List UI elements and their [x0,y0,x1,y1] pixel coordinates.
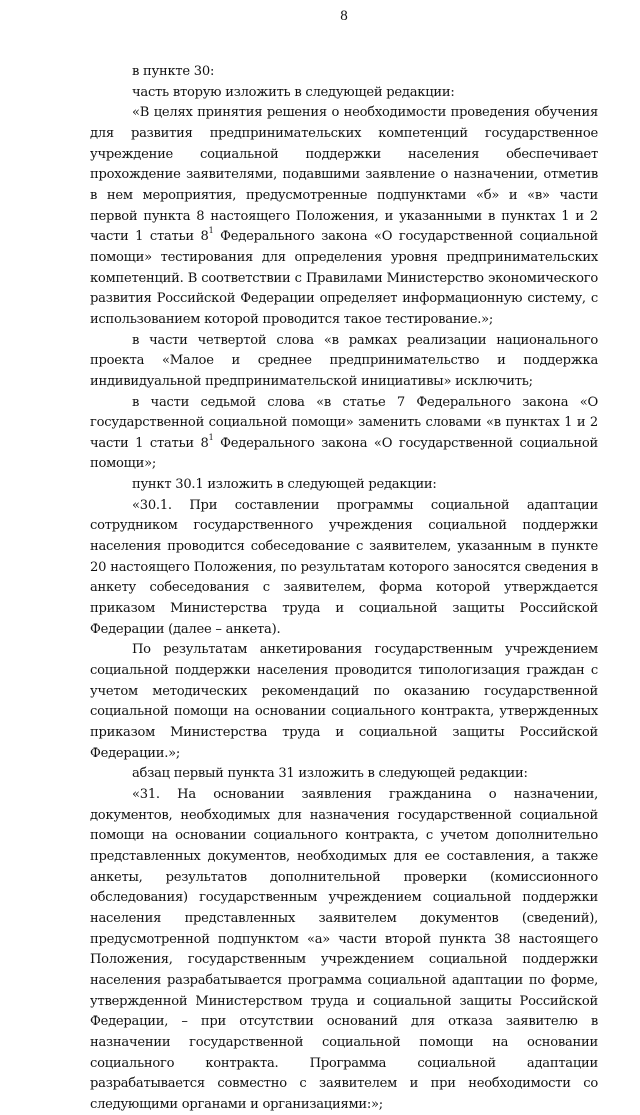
paragraph-text: в части седьмой слова «в статье 7 Федерального закона «О государственной социальной помощи» заменить словами «в пунктах 1 и 2 части 1 статьи 8 [90,394,598,451]
page-number: 8 [340,8,348,24]
paragraph-text: «В целях принятия решения о необходимости проведения обучения для развития предпринимательских компетенций государственное учреждение социальной поддержки населения обеспечивает прохождение заявителями, подавшими заявление о назначении, отметив в нем мероприятия, предусмотренные подпунктами «б» и «в» части первой пункта 8 настоящего Положения, и указанными в пунктах 1 и 2 части 1 статьи 8 [90,105,598,245]
paragraph-text: Федерального закона «О государственной социальной помощи» тестирования для определения уровня предпринимательских компетенций. В соответствии с Правилами Министерство экономического развития Российской Федерации определяет информационную систему, с использованием которой проводится такое тестирование.»; [90,229,598,327]
paragraph: «31. На основании заявления гражданина о назначении, документов, необходимых для назначения государственной социальной помощи на основании социального контракта, с учетом дополнительно представленных документов, необходимых для ее составления, а также анкеты, результатов дополнительной проверки (комиссионного обследования) государственным учреждением социальной поддержки населения представленных заявителем документов (сведений), предусмотренной подпунктом «а» части второй пункта 38 настоящего Положения, государственным учреждением социальной поддержки населения разрабатывается программа социальной адаптации по форме, утвержденной Министерством труда и социальной защиты Российской Федерации, – при отсутствии оснований для отказа заявителю в назначении государственной социальной помощи на основании социального контракта. Программа социальной адаптации разрабатывается совместно с заявителем и при необходимости со следующими органами и организациями:»; [90,786,598,1112]
superscript: 1 [208,432,214,442]
paragraph [90,103,598,330]
paragraph: в части четвертой слова «в рамках реализации национального проекта «Малое и среднее предпринимательство и поддержка индивидуальной предпринимательской инициативы» исключить; [90,332,598,389]
document-body [90,62,598,1115]
paragraph: в пункте 30: [132,64,215,79]
paragraph [90,393,598,476]
paragraph: «30.1. При составлении программы социальной адаптации сотрудником государственного учреждения социальной поддержки населения проводится собеседование с заявителем, указанным в пункте 20 настоящего Положения, по результатам которого заносятся сведения в анкету собеседования с заявителем, форма которой утверждается приказом Министерства труда и социальной защиты Российской Федерации (далее – анкета). [90,497,598,637]
paragraph: абзац первый пункта 31 изложить в следующей редакции: [132,766,528,782]
superscript: 1 [208,226,214,236]
paragraph: часть вторую изложить в следующей редакции: [132,84,455,100]
paragraph: По результатам анкетирования государственным учреждением социальной поддержки населения проводится типологизация граждан с учетом методических рекомендаций по оказанию государственной социальной помощи на основании социального контракта, утвержденных приказом Министерства труда и социальной защиты Российской Федерации.»; [90,642,598,761]
paragraph: пункт 30.1 изложить в следующей редакции: [132,477,437,493]
paragraph-text: Федерального закона «О государственной социальной помощи»; [90,435,598,472]
